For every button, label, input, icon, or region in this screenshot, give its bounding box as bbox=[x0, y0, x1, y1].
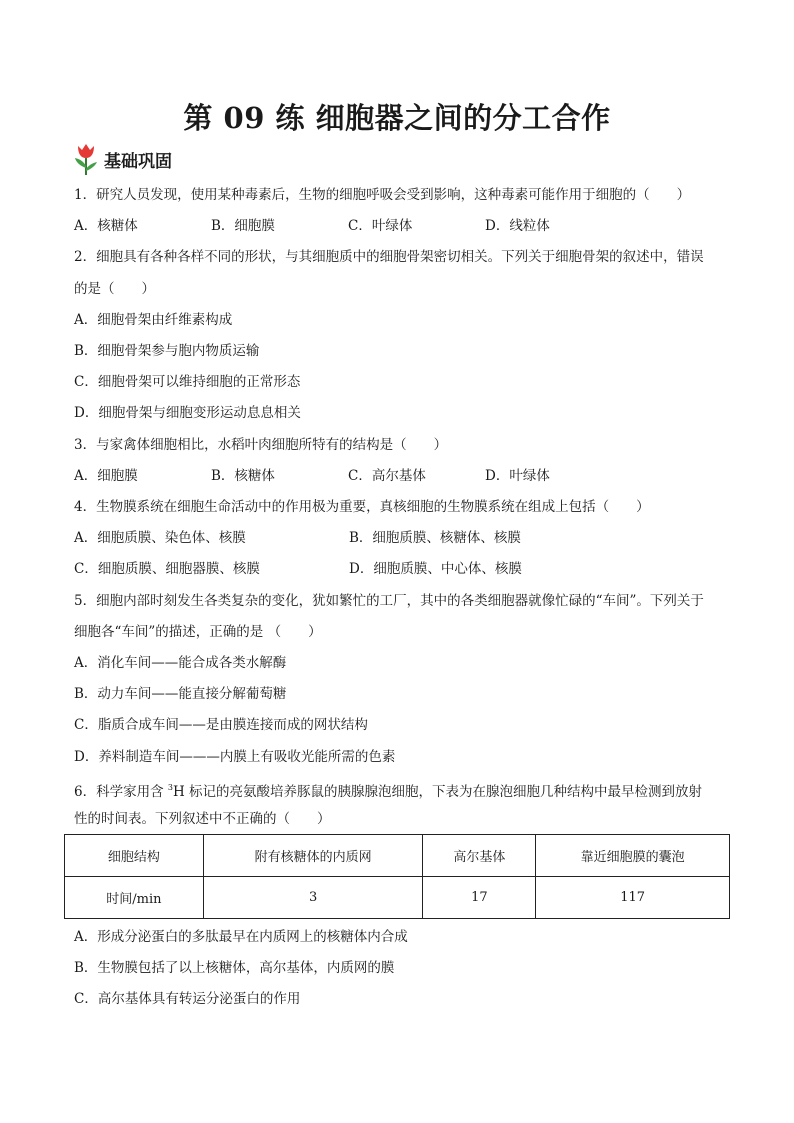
option-a: A．核糖体 bbox=[74, 218, 138, 234]
tulip-icon bbox=[72, 142, 100, 176]
option-b: B．细胞膜 bbox=[211, 218, 275, 234]
option-a: A．细胞质膜、染色体、核膜 bbox=[74, 530, 246, 546]
question-6-option-b: B．生物膜包括了以上核糖体，高尔基体，内质网的膜 bbox=[74, 960, 395, 976]
question-5-option-d: D．养料制造车间———内膜上有吸收光能所需的色素 bbox=[74, 749, 396, 765]
question-4-stem: 4．生物膜系统在细胞生命活动中的作用极为重要，真核细胞的生物膜系统在组成上包括（ ） bbox=[74, 499, 650, 515]
question-6-stem-line2: 性的时间表。下列叙述中不正确的（ ） bbox=[74, 811, 331, 827]
table-header-row bbox=[65, 835, 730, 877]
section-label: 基础巩固 bbox=[104, 151, 172, 172]
question-5-stem-line2: 细胞各“车间”的描述，正确的是 （ ） bbox=[74, 624, 322, 640]
question-4-options-row2 bbox=[74, 560, 624, 578]
question-2-option-b: B．细胞骨架参与胞内物质运输 bbox=[74, 343, 260, 359]
table-header-cell: 细胞结构 bbox=[65, 835, 204, 877]
stem-prefix: 6．科学家用含 bbox=[74, 784, 168, 800]
data-table bbox=[64, 834, 730, 919]
page-title: 第 09 练 细胞器之间的分工合作 bbox=[183, 101, 611, 135]
question-2-option-d: D．细胞骨架与细胞变形运动息息相关 bbox=[74, 405, 301, 421]
question-5-stem-line1: 5．细胞内部时刻发生各类复杂的变化，犹如繁忙的工厂，其中的各类细胞器就像忙碌的“车间”。下列关于 bbox=[74, 593, 704, 609]
question-5-option-a: A．消化车间——能合成各类水解酶 bbox=[74, 655, 287, 671]
question-6-option-c: C．高尔基体具有转运分泌蛋白的作用 bbox=[74, 991, 301, 1007]
table-row bbox=[65, 877, 730, 919]
option-b: B．细胞质膜、核糖体、核膜 bbox=[349, 530, 521, 546]
section-header bbox=[72, 142, 172, 176]
question-5-option-c: C．脂质合成车间——是由膜连接而成的网状结构 bbox=[74, 717, 368, 733]
question-3-options bbox=[74, 467, 622, 485]
table-header-cell: 附有核糖体的内质网 bbox=[203, 835, 423, 877]
option-c: C．细胞质膜、细胞器膜、核膜 bbox=[74, 561, 260, 577]
option-a: A．细胞膜 bbox=[74, 468, 138, 484]
table-cell: 3 bbox=[203, 877, 423, 919]
option-b: B．核糖体 bbox=[211, 468, 275, 484]
question-2-stem-line1: 2．细胞具有各种各样不同的形状，与其细胞质中的细胞骨架密切相关。下列关于细胞骨架的叙述中，错误 bbox=[74, 249, 704, 265]
option-c: C．高尔基体 bbox=[348, 468, 426, 484]
table-cell: 17 bbox=[423, 877, 536, 919]
isotope-superscript: 3 bbox=[167, 783, 173, 792]
question-5-option-b: B．动力车间——能直接分解葡萄糖 bbox=[74, 686, 287, 702]
table-cell: 时间/min bbox=[65, 877, 204, 919]
table-header-cell: 靠近细胞膜的囊泡 bbox=[536, 835, 730, 877]
question-2-option-c: C．细胞骨架可以维持细胞的正常形态 bbox=[74, 374, 301, 390]
question-1-stem: 1．研究人员发现，使用某种毒素后，生物的细胞呼吸会受到影响，这种毒素可能作用于细胞的（ ） bbox=[74, 187, 691, 203]
question-3-stem: 3．与家禽体细胞相比，水稻叶肉细胞所特有的结构是（ ） bbox=[74, 437, 448, 453]
question-4-options-row1 bbox=[74, 529, 624, 547]
question-6-stem-line1 bbox=[74, 779, 702, 801]
table-cell: 117 bbox=[536, 877, 730, 919]
table-header-cell: 高尔基体 bbox=[423, 835, 536, 877]
stem-suffix: H 标记的亮氨酸培养豚鼠的胰腺腺泡细胞，下表为在腺泡细胞几种结构中最早检测到放射 bbox=[172, 784, 703, 800]
question-2-stem-line2: 的是（ ） bbox=[74, 281, 155, 297]
option-d: D．线粒体 bbox=[485, 218, 550, 234]
question-1-options bbox=[74, 217, 622, 235]
question-2-option-a: A．细胞骨架由纤维素构成 bbox=[74, 312, 233, 328]
option-c: C．叶绿体 bbox=[348, 218, 413, 234]
question-6-option-a: A．形成分泌蛋白的多肽最早在内质网上的核糖体内合成 bbox=[74, 929, 408, 945]
option-d: D．叶绿体 bbox=[485, 468, 550, 484]
option-d: D．细胞质膜、中心体、核膜 bbox=[349, 561, 522, 577]
